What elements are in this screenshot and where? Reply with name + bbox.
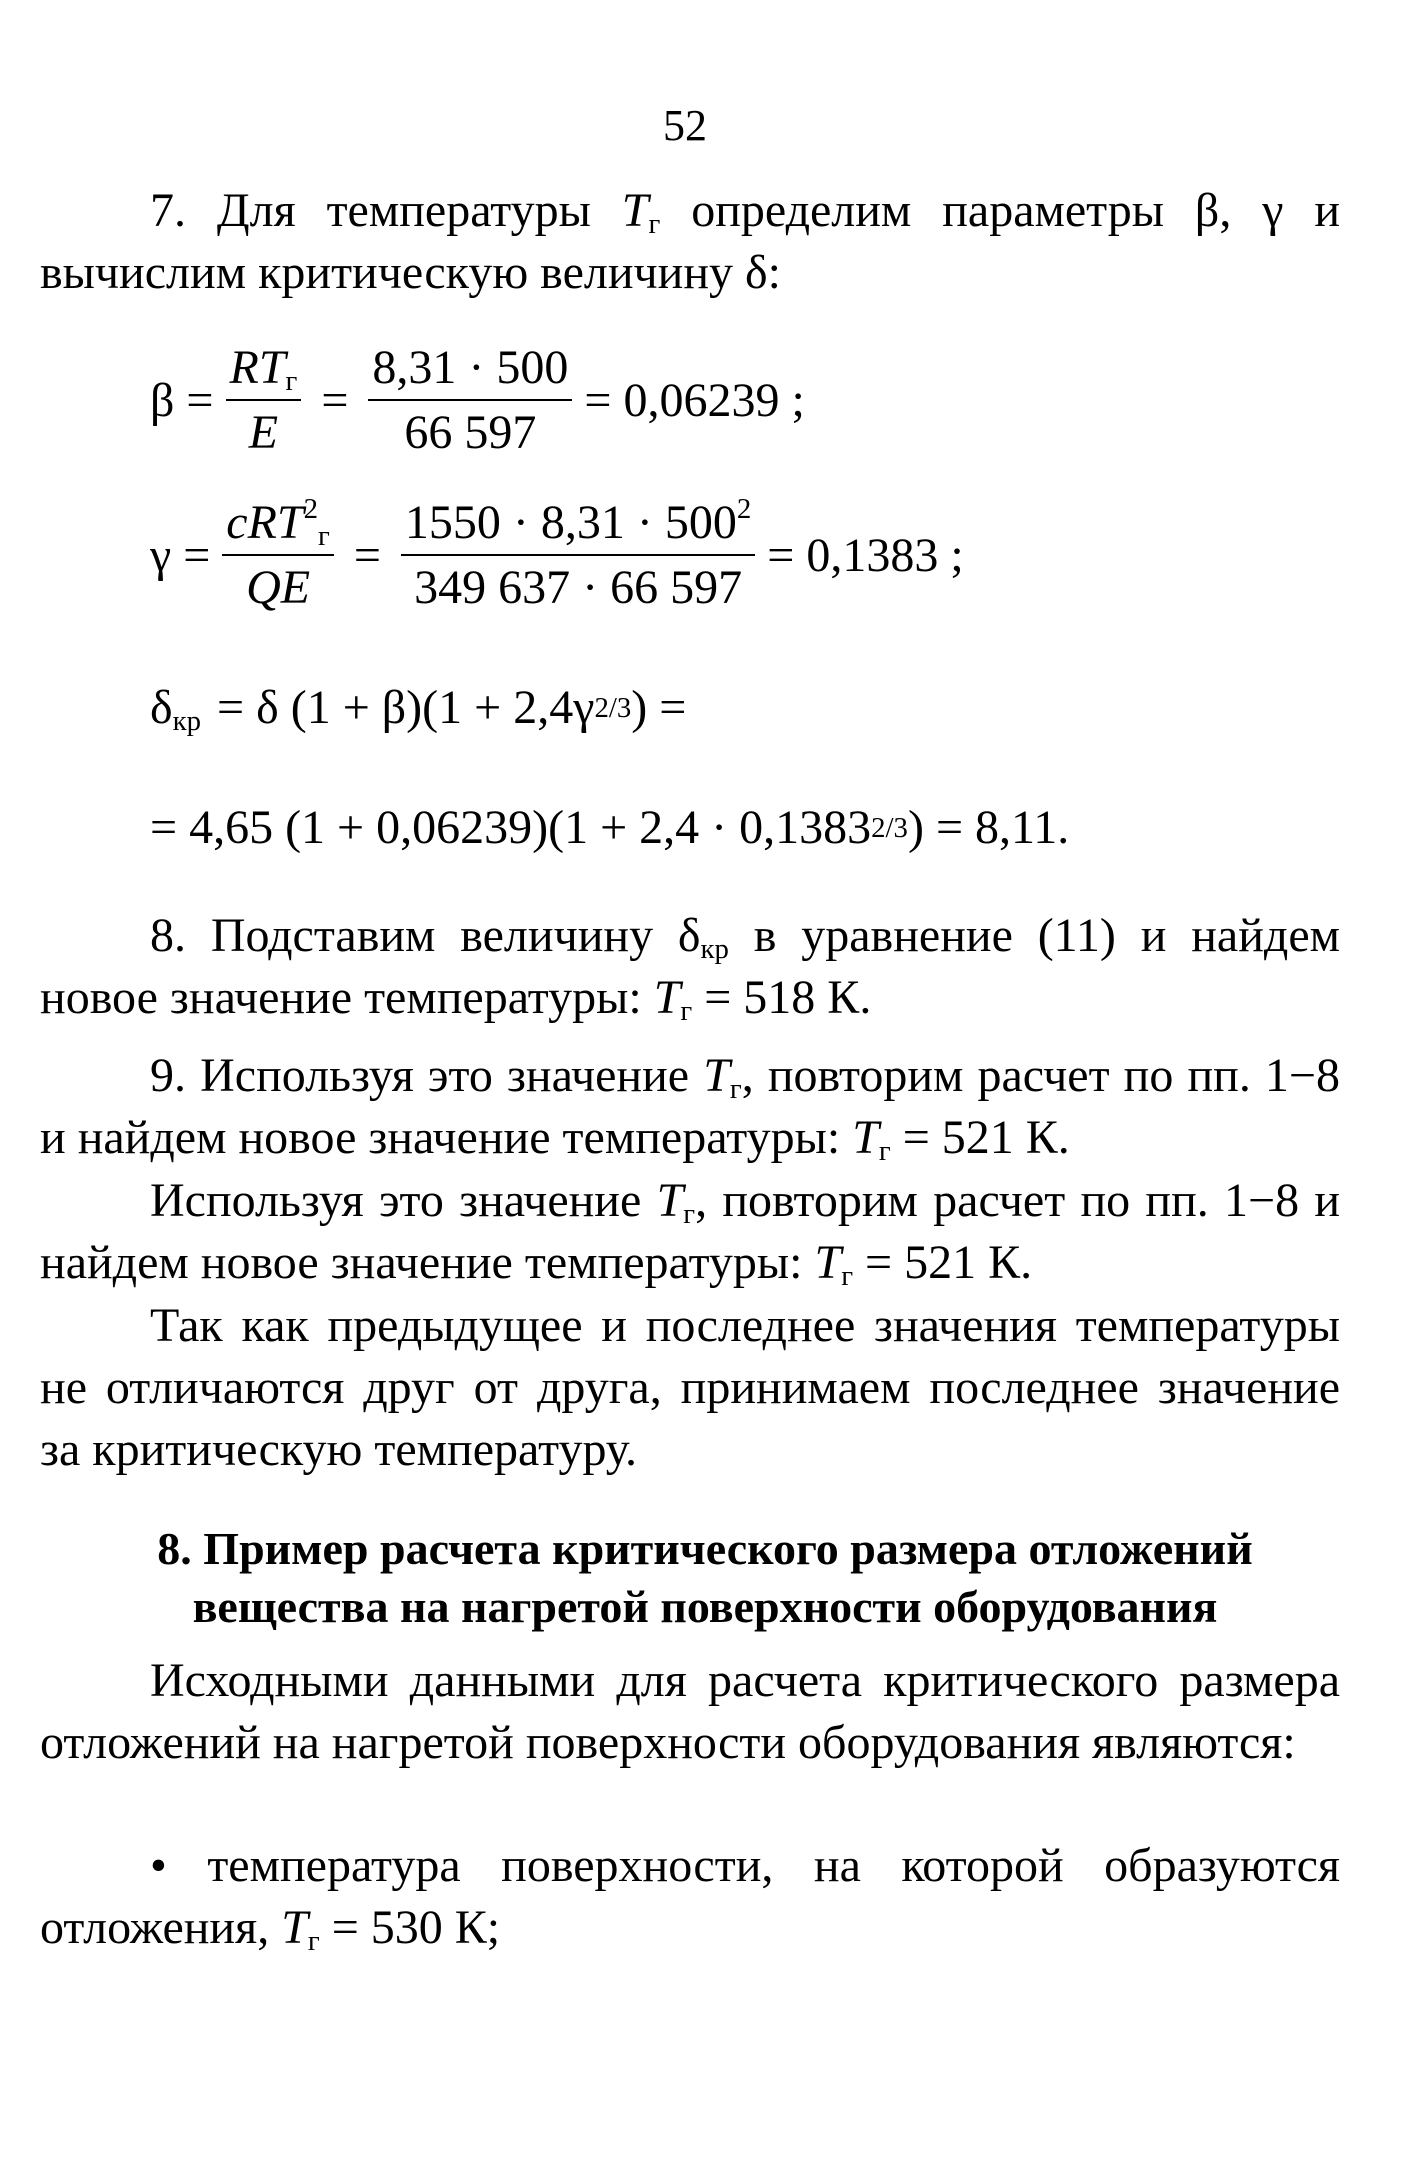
gamma-frac-den: QE [246, 561, 311, 614]
repeat-temperature-sub: г [683, 1198, 696, 1231]
bullet-mark: • [150, 1839, 167, 1892]
gamma-frac-num: cRT [226, 496, 304, 549]
page-number: 52 [663, 101, 707, 150]
delta-equation-line-1: $\delta_{кр}$ = δ (1 + β)(1 + 2,4γ 2/3 ) = [150, 681, 687, 738]
temperature-symbol: T [621, 184, 649, 237]
gamma-numeric-fraction [401, 492, 755, 615]
section-heading [40, 1520, 1370, 1636]
beta-result: = 0,06239 ; [584, 373, 805, 427]
beta-equation: β = $\frac{RT_г}{E}$ = $\frac{8,31 \cdot 500}{66 597}$ = 0,06239 ; [150, 341, 805, 459]
intro-paragraph: Исходными данными для расчета критического размера отложений на нагретой поверхности оборудования являются: [40, 1654, 1340, 1769]
gamma-lhs: γ = [150, 528, 211, 582]
delta-lhs [150, 680, 202, 738]
bullet-temperature-sub: г [307, 1925, 320, 1958]
section-heading-line-1: 8. Пример расчета критического размера отложений [157, 1523, 1253, 1574]
beta-frac-den: E [248, 406, 279, 459]
delta-subscript: кр [172, 705, 202, 738]
step-8-temperature-sub: г [680, 995, 693, 1028]
conclusion-paragraph: Так как предыдущее и последнее значения температуры не отличаются друг от друга, принимаем последнее значение за критическую температуру. [40, 1299, 1340, 1476]
gamma-result: = 0,1383 ; [767, 528, 964, 582]
step-8-value: = 518 К. [704, 971, 872, 1024]
step-9-temperature-sub: г [729, 1073, 742, 1106]
bullet-text: температура поверхности, на которой образуются отложения, [40, 1839, 1340, 1954]
beta-lhs: β = [150, 373, 214, 427]
repeat-rest: , повторим расчет по пп. 1−8 и найдем новое значение температуры: [40, 1174, 1341, 1289]
beta-frac-num: RT [229, 341, 286, 394]
section-heading-line-2: вещества на нагретой поверхности оборудования [192, 1581, 1218, 1632]
step-9-temperature-symbol-2: T [852, 1111, 879, 1164]
delta-symbol: δ [150, 681, 173, 734]
step-8-temperature-symbol: T [653, 971, 681, 1024]
step-8-subscript: кр [700, 933, 729, 966]
bullet-item [40, 1835, 1340, 1959]
step-9-temperature-sub-2: г [878, 1135, 891, 1168]
beta-frac-num-sub: г [285, 365, 298, 398]
step-7-text: 7. Для температуры [150, 184, 591, 237]
repeat-temperature-symbol-2: T [814, 1236, 842, 1289]
step-9-temperature-symbol: T [703, 1049, 730, 1102]
step-7-paragraph [40, 180, 1340, 304]
repeat-temperature-sub-2: г [841, 1260, 854, 1293]
beta-numeric-fraction [368, 340, 572, 460]
gamma-frac-num-sup: 2 [303, 492, 319, 525]
gamma-frac-num-sub: г [318, 520, 330, 553]
beta-num-den: 66 597 [404, 406, 537, 459]
gamma-num-num: 1550 · 8,31 · 500 [404, 496, 737, 549]
gamma-num-den: 349 637 · 66 597 [414, 561, 743, 614]
step-9-value: = 521 К. [902, 1111, 1070, 1164]
delta-line-1-end: ) = [631, 681, 687, 734]
delta-equation-line-2: = 4,65 (1 + 0,06239)(1 + 2,4 · 0,1383 2/3 ) = 8,11. [150, 801, 1070, 854]
step-9-rest: , повторим расчет по пп. 1−8 и найдем новое значение температуры: [40, 1049, 1341, 1164]
delta-line-2-end: ) = 8,11. [907, 801, 1070, 854]
bullet-value: = 530 К; [331, 1901, 501, 1954]
repeat-paragraph [40, 1170, 1340, 1294]
gamma-num-num-sup: 2 [736, 492, 752, 525]
repeat-text: Используя это значение [150, 1174, 642, 1227]
step-7-rest: определим параметры β, γ и вычислим критическую величину δ: [40, 184, 1341, 299]
step-8-text: 8. Подставим величину δ [150, 909, 701, 962]
repeat-temperature-symbol: T [656, 1174, 684, 1227]
step-9-text: 9. Используя это значение [150, 1049, 690, 1102]
beta-symbolic-fraction [226, 340, 302, 460]
step-8-paragraph [40, 905, 1340, 1029]
step-8-rest: в уравнение (11) и найдем новое значение температуры: [40, 909, 1340, 1024]
gamma-equation: γ = $\frac{cRT^2_г}{QE}$ = $\frac{1550 \cdot 8,31 \cdot 500^2}{349 637 \cdot 66 597}$ = 0,1383 ; [150, 492, 964, 614]
delta-line-1: = δ (1 + β)(1 + 2,4γ [217, 681, 595, 734]
beta-num-num: 8,31 · 500 [368, 340, 572, 401]
repeat-value: = 521 К. [865, 1236, 1033, 1289]
step-9-paragraph [40, 1045, 1340, 1169]
gamma-symbolic-fraction [222, 492, 334, 615]
temperature-subscript: г [648, 208, 661, 241]
bullet-temperature-symbol: T [281, 1901, 308, 1954]
delta-line-2: = 4,65 (1 + 0,06239)(1 + 2,4 · 0,1383 [150, 801, 872, 854]
